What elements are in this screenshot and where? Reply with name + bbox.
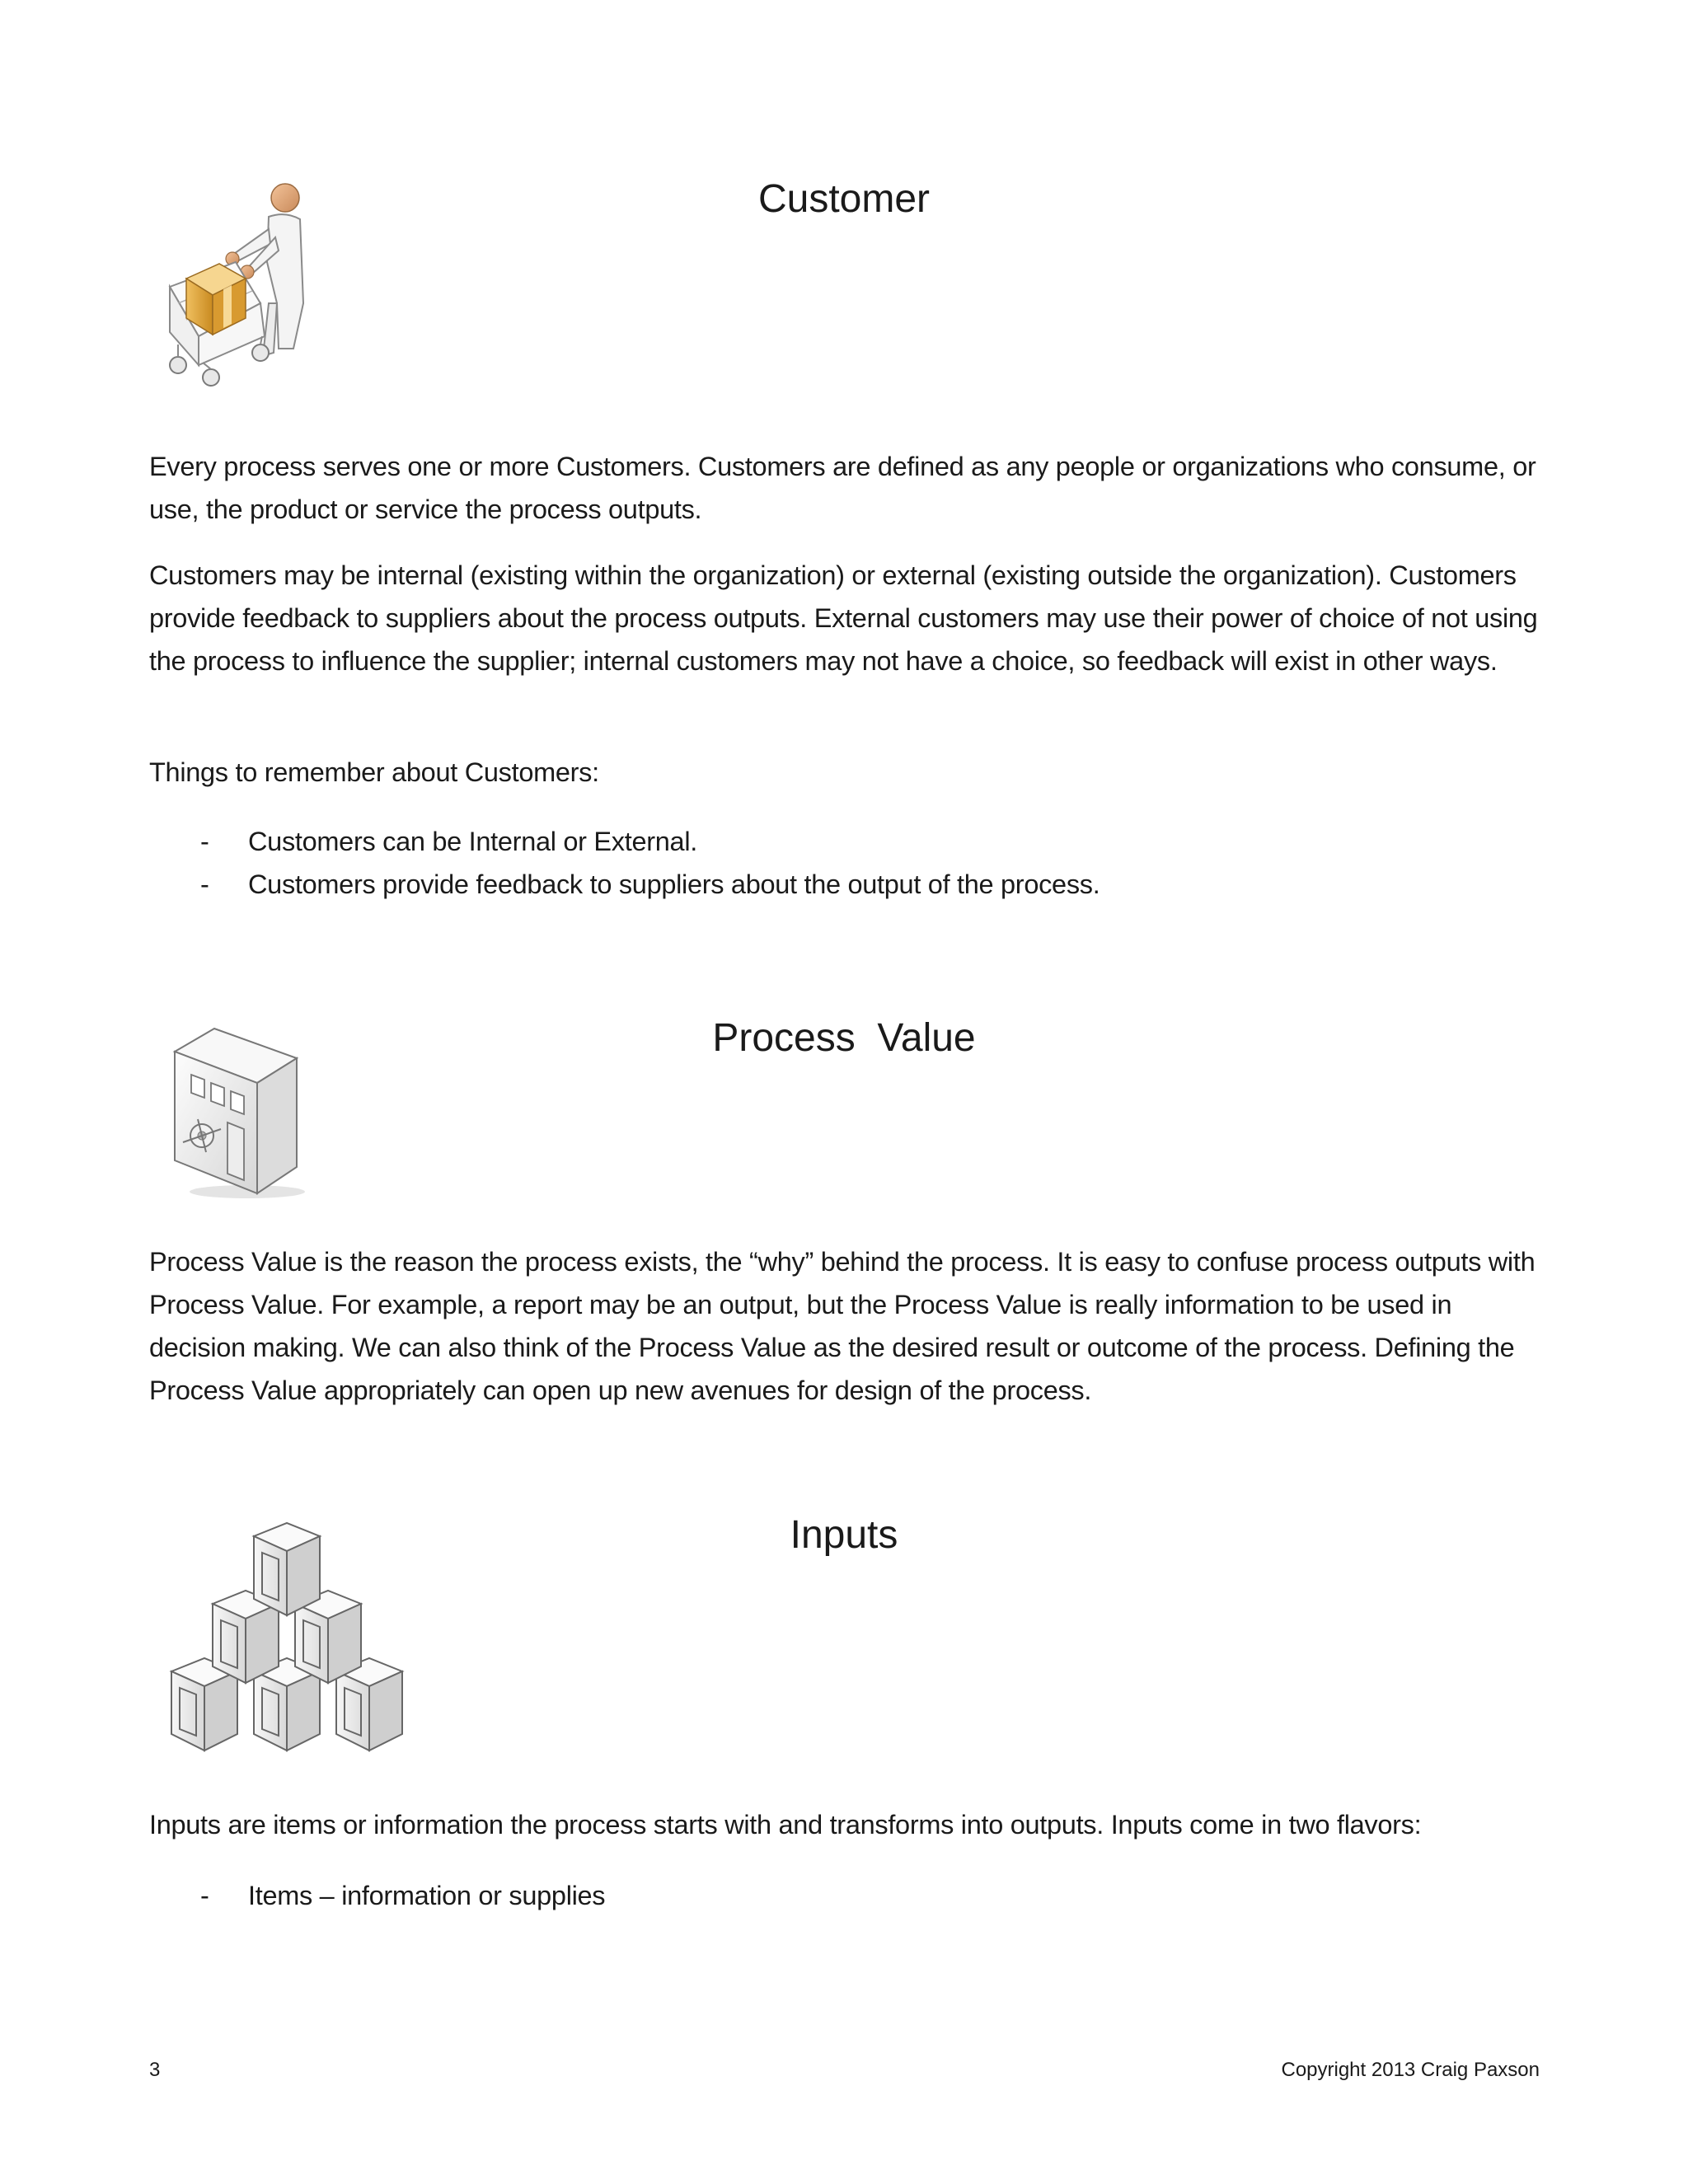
customer-bullet-list — [149, 820, 1550, 906]
customer-paragraph-2: Customers may be internal (existing within the organization) or external (existing outside the organization). Customers provide feedback to suppliers about the process outputs. External customers may use their power of choice of not using the process to influence the supplier; internal customers may not have a choice, so feedback will exist in other ways. — [149, 560, 1538, 676]
bullet-text: Items – information or supplies — [248, 1881, 606, 1910]
bullet-dash: - — [200, 869, 209, 899]
page-number: 3 — [149, 2059, 161, 2081]
inputs-bullet-list — [149, 1874, 1550, 1917]
list-item — [149, 863, 1550, 906]
list-item — [149, 1874, 1550, 1917]
list-item — [149, 820, 1550, 863]
customer-paragraph-1: Every process serves one or more Customers. Customers are defined as any people or organizations who consume, or use, the product or service the process outputs. — [149, 452, 1536, 524]
customer-section-title: Customer — [757, 177, 931, 221]
bullet-dash: - — [200, 827, 209, 856]
customer-paragraph-3: Things to remember about Customers: — [149, 757, 599, 787]
inputs-paragraph-1: Inputs are items or information the process starts with and transforms into outputs. Inputs come in two flavors: — [149, 1810, 1422, 1840]
bullet-text: Customers provide feedback to suppliers about the output of the process. — [248, 869, 1100, 899]
process-value-paragraph-1: Process Value is the reason the process exists, the “why” behind the process. It is easy to confuse process outputs with Process Value. For example, a report may be an output, but the Process Value is really information to be used in decision making. We can also think of the Process Value as the desired result or outcome of the process. Defining the Process Value appropriately can open up new avenues for design of the process. — [149, 1247, 1536, 1405]
process-value-section-title: Process Value — [712, 1016, 976, 1060]
copyright-notice: Copyright 2013 Craig Paxson — [1281, 2059, 1540, 2081]
bullet-text: Customers can be Internal or External. — [248, 827, 697, 856]
inputs-section-title: Inputs — [790, 1513, 898, 1557]
bullet-dash: - — [200, 1881, 209, 1910]
